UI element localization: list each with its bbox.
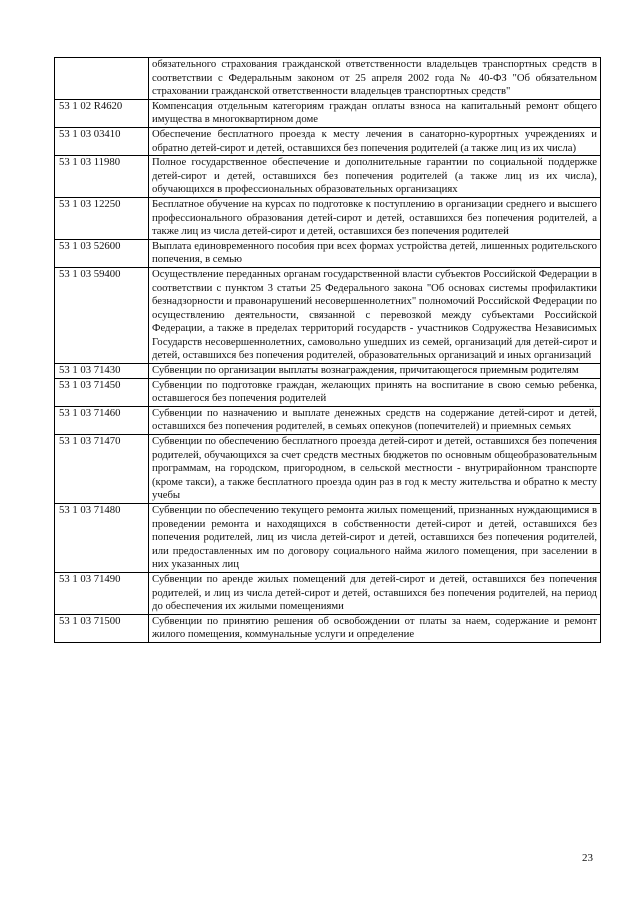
row-description: Субвенции по назначению и выплате денежных средств на содержание детей-сирот и детей, оставшихся без попечения родителей, в семьях опекунов (попечителей) и приемных семьях <box>149 406 601 434</box>
row-code: 53 1 03 71500 <box>55 614 149 642</box>
row-description: Осуществление переданных органам государственной власти субъектов Российской Федерации в соответствии с пунктом 3 статьи 25 Федерального закона "Об основах системы профилактики безнадзорности и правонарушений несовершеннолетних" полномочий Российской Федерации по осуществлению деятельности, связанной с перевозкой между субъектами Российской Федерации, а также в пределах территорий государств - участников Содружества Независимых Государств несовершеннолетних, самовольно ушедших из семей, организаций для детей-сирот и детей, оставшихся без попечения родителей, образовательных организаций и иных организаций <box>149 267 601 363</box>
row-description: Субвенции по аренде жилых помещений для детей-сирот и детей, оставшихся без попечения родителей, и лиц из числа детей-сирот и детей, оставшихся без попечения родителей, на период до обеспечения их жилыми помещениями <box>149 572 601 614</box>
table-row <box>55 99 601 127</box>
table-row <box>55 197 601 239</box>
table-row <box>55 572 601 614</box>
table-row <box>55 156 601 198</box>
table-row <box>55 406 601 434</box>
row-code: 53 1 03 71430 <box>55 364 149 379</box>
row-code: 53 1 02 R4620 <box>55 99 149 127</box>
table-row <box>55 127 601 155</box>
table-row <box>55 378 601 406</box>
table-row <box>55 435 601 504</box>
table-row <box>55 239 601 267</box>
table-row <box>55 58 601 100</box>
classification-table <box>54 57 601 643</box>
table-row <box>55 267 601 363</box>
row-description: Полное государственное обеспечение и дополнительные гарантии по социальной поддержке детей-сирот и детей, оставшихся без попечения родителей (а также лиц из их числа), обучающихся в профессиональных образовательных организациях <box>149 156 601 198</box>
row-code: 53 1 03 12250 <box>55 197 149 239</box>
row-code <box>55 58 149 100</box>
row-code: 53 1 03 11980 <box>55 156 149 198</box>
page-number: 23 <box>582 852 593 864</box>
row-description: Субвенции по принятию решения об освобождении от платы за наем, содержание и ремонт жилого помещения, коммунальные услуги и определение <box>149 614 601 642</box>
row-description: Субвенции по организации выплаты вознаграждения, причитающегося приемным родителям <box>149 364 601 379</box>
row-code: 53 1 03 71470 <box>55 435 149 504</box>
row-description: Субвенции по обеспечению бесплатного проезда детей-сирот и детей, оставшихся без попечения родителей, обучающихся за счет средств местных бюджетов по основным общеобразовательным программам, на городском, пригородном, в сельской местности - внутрирайонном транспорте (кроме такси), а также бесплатного проезда один раз в год к месту жительства и обратно к месту учебы <box>149 435 601 504</box>
table-row <box>55 364 601 379</box>
row-description: Обеспечение бесплатного проезда к месту лечения в санаторно-курортных учреждениях и обратно детей-сирот и детей, оставшихся без попечения родителей (а также лиц из их числа) <box>149 127 601 155</box>
row-description: Субвенции по подготовке граждан, желающих принять на воспитание в свою семью ребенка, оставшегося без попечения родителей <box>149 378 601 406</box>
table-row <box>55 614 601 642</box>
row-description: обязательного страхования гражданской ответственности владельцев транспортных средств в соответствии с Федеральным законом от 25 апреля 2002 года № 40-ФЗ "Об обязательном страховании гражданской ответственности владельцев транспортных средств" <box>149 58 601 100</box>
row-code: 53 1 03 71490 <box>55 572 149 614</box>
row-code: 53 1 03 71460 <box>55 406 149 434</box>
row-description: Субвенции по обеспечению текущего ремонта жилых помещений, признанных нуждающимися в проведении ремонта и находящихся в собственности детей-сирот и детей, оставшихся без попечения родителей, лиц из числа детей-сирот и детей, оставшихся без попечения родителей, или предоставленных им по договору социального найма жилого помещения, при заселении в них указанных лиц <box>149 504 601 573</box>
row-code: 53 1 03 59400 <box>55 267 149 363</box>
row-code: 53 1 03 71450 <box>55 378 149 406</box>
row-code: 53 1 03 52600 <box>55 239 149 267</box>
table-row <box>55 504 601 573</box>
row-description: Бесплатное обучение на курсах по подготовке к поступлению в организации среднего и высшего профессионального образования детей-сирот и детей, оставшихся без попечения родителей, а также лиц из числа детей-сирот и детей, оставшихся без попечения родителей <box>149 197 601 239</box>
row-code: 53 1 03 71480 <box>55 504 149 573</box>
row-code: 53 1 03 03410 <box>55 127 149 155</box>
row-description: Компенсация отдельным категориям граждан оплаты взноса на капитальный ремонт общего имущества в многоквартирном доме <box>149 99 601 127</box>
row-description: Выплата единовременного пособия при всех формах устройства детей, лишенных родительского попечения, в семью <box>149 239 601 267</box>
